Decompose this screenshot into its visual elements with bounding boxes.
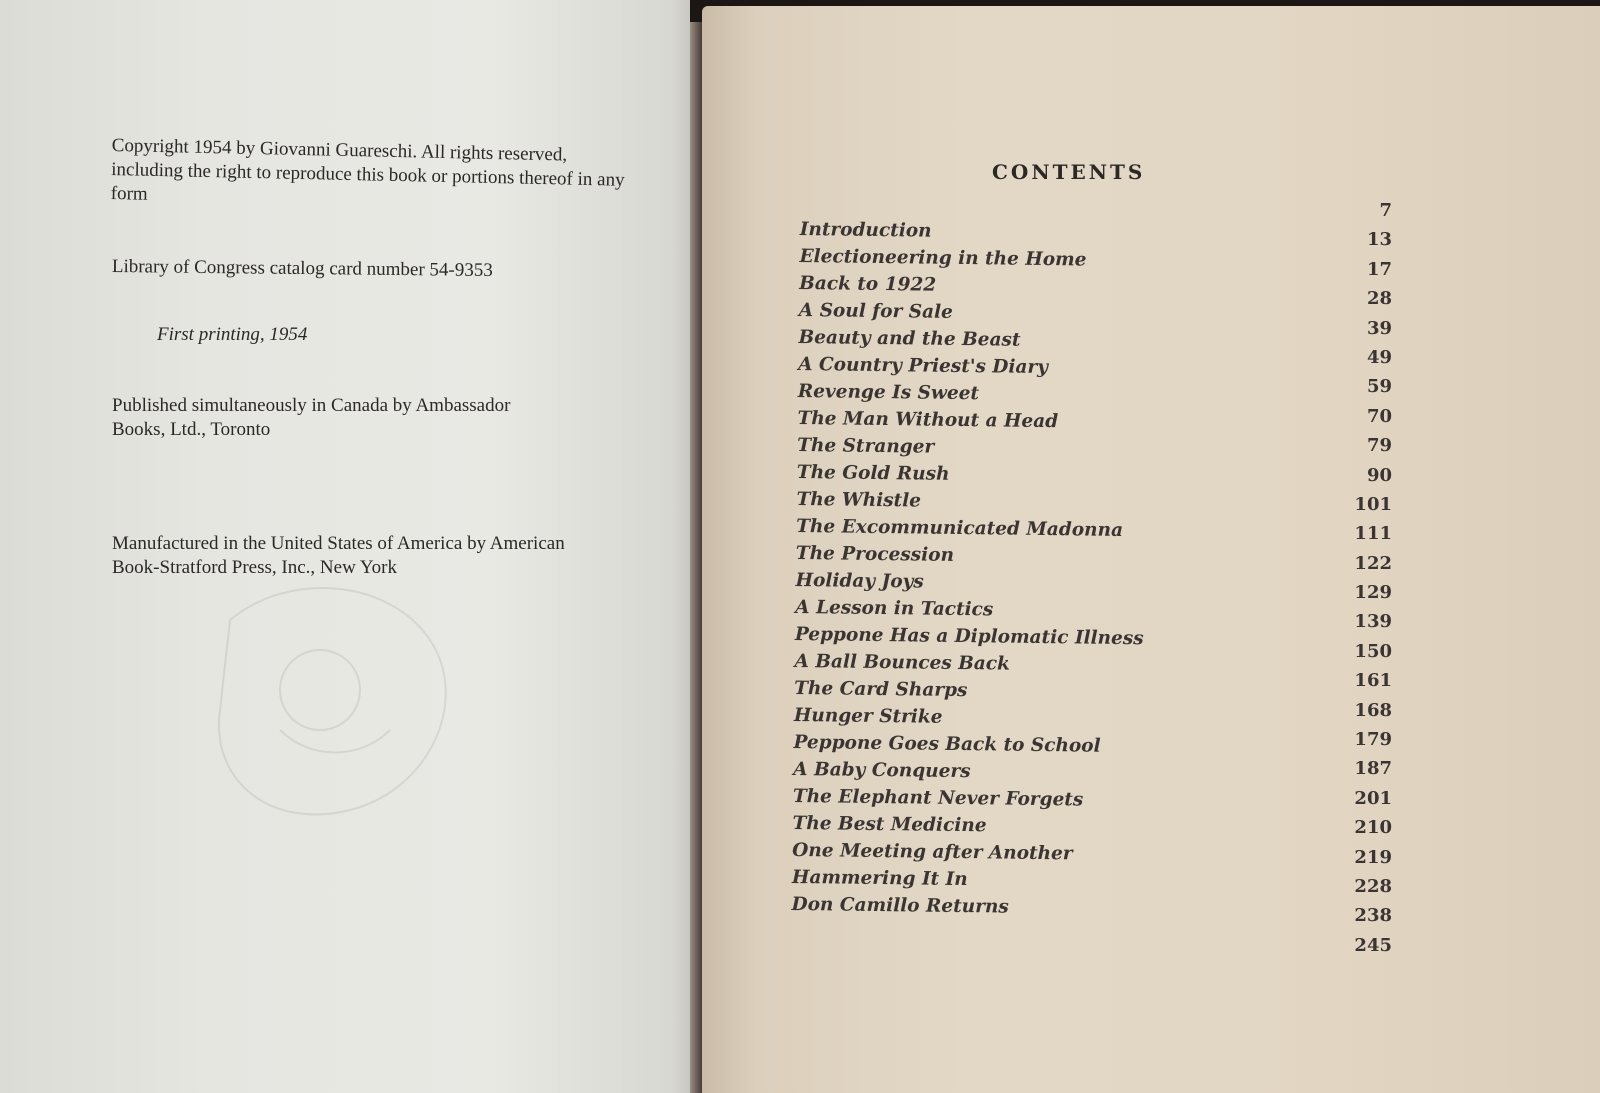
toc-page-number: 70 [1366, 405, 1392, 427]
toc-page-number: 49 [1366, 346, 1392, 368]
toc-page-number: 168 [1354, 699, 1392, 721]
toc-entry: Hammering It In [791, 866, 968, 891]
toc-page-number: 219 [1354, 846, 1392, 868]
toc-entry: Electioneering in the Home [799, 245, 1087, 271]
toc-entry: Revenge Is Sweet [797, 380, 980, 405]
toc-page-number: 238 [1354, 905, 1392, 927]
toc-entry: Beauty and the Beast [798, 326, 1021, 351]
toc-entry: Introduction [799, 218, 932, 242]
canada-publisher-note: Published simultaneously in Canada by Ambassador Books, Ltd., Toronto [112, 395, 511, 440]
catalog-card-number: Library of Congress catalog card number 54-9353 [111, 256, 493, 281]
toc-entry: The Excommunicated Madonna [796, 515, 1124, 541]
toc-page-number: 179 [1354, 729, 1392, 751]
toc-page-number: 187 [1354, 758, 1392, 780]
toc-entry: The Best Medicine [792, 812, 987, 837]
toc-page-number: 210 [1354, 817, 1392, 839]
toc-entry: Peppone Goes Back to School [793, 731, 1101, 757]
toc-titles [791, 216, 1220, 923]
toc-entry: The Card Sharps [794, 677, 968, 702]
copyright-notice: Copyright 1954 by Giovanni Guareschi. All rights reserved, including the right to reproduce this book or portions thereof in any form [110, 134, 625, 205]
toc-entry: A Soul for Sale [798, 299, 954, 323]
toc-page-number: 228 [1354, 875, 1392, 897]
toc-entry: Peppone Has a Diplomatic Illness [794, 623, 1144, 650]
toc-page-number: 122 [1354, 552, 1392, 574]
contents-heading: CONTENTS [992, 160, 1146, 184]
toc-page-number: 161 [1354, 670, 1392, 692]
toc-entry: A Country Priest's Diary [798, 353, 1049, 379]
toc-page-number: 39 [1366, 317, 1392, 339]
toc-page-number: 201 [1354, 787, 1392, 809]
toc-page-number: 7 [1379, 200, 1392, 221]
toc-entry: The Stranger [797, 434, 935, 458]
manufacturer-note: Manufactured in the United States of America by American Book-Stratford Press, Inc., New York [112, 533, 565, 578]
toc-entry: A Lesson in Tactics [795, 596, 994, 621]
toc-page-number: 90 [1366, 464, 1392, 486]
toc-entry: The Procession [795, 542, 955, 566]
toc-page-number: 79 [1366, 435, 1392, 457]
toc-entry: A Baby Conquers [793, 758, 971, 783]
toc-page-number: 245 [1354, 934, 1392, 956]
toc-page-number: 28 [1366, 288, 1392, 310]
toc-page-number: 17 [1366, 258, 1392, 280]
toc-entry: Don Camillo Returns [791, 893, 1009, 918]
show-through-illustration [170, 560, 510, 840]
toc-entry: One Meeting after Another [792, 839, 1073, 865]
left-page [0, 0, 700, 1093]
toc-entry: The Elephant Never Forgets [792, 785, 1084, 811]
toc-page-number: 139 [1354, 611, 1392, 633]
toc-entry: The Man Without a Head [797, 407, 1059, 433]
toc-entry: The Whistle [796, 488, 922, 512]
toc-page-number: 101 [1354, 493, 1392, 515]
toc-page-numbers [1310, 196, 1392, 960]
toc-entry: Holiday Joys [795, 569, 924, 593]
toc-page-number: 59 [1366, 376, 1392, 398]
toc-entry: A Ball Bounces Back [794, 650, 1011, 675]
toc-page-number: 13 [1366, 229, 1392, 251]
toc-page-number: 111 [1354, 523, 1392, 545]
toc-page-number: 129 [1354, 582, 1392, 604]
toc-page-number: 150 [1354, 640, 1392, 662]
toc-entry: Hunger Strike [793, 704, 943, 728]
toc-entry: Back to 1922 [799, 272, 937, 296]
toc-entry: The Gold Rush [796, 461, 950, 485]
printing-note: First printing, 1954 [157, 324, 308, 345]
